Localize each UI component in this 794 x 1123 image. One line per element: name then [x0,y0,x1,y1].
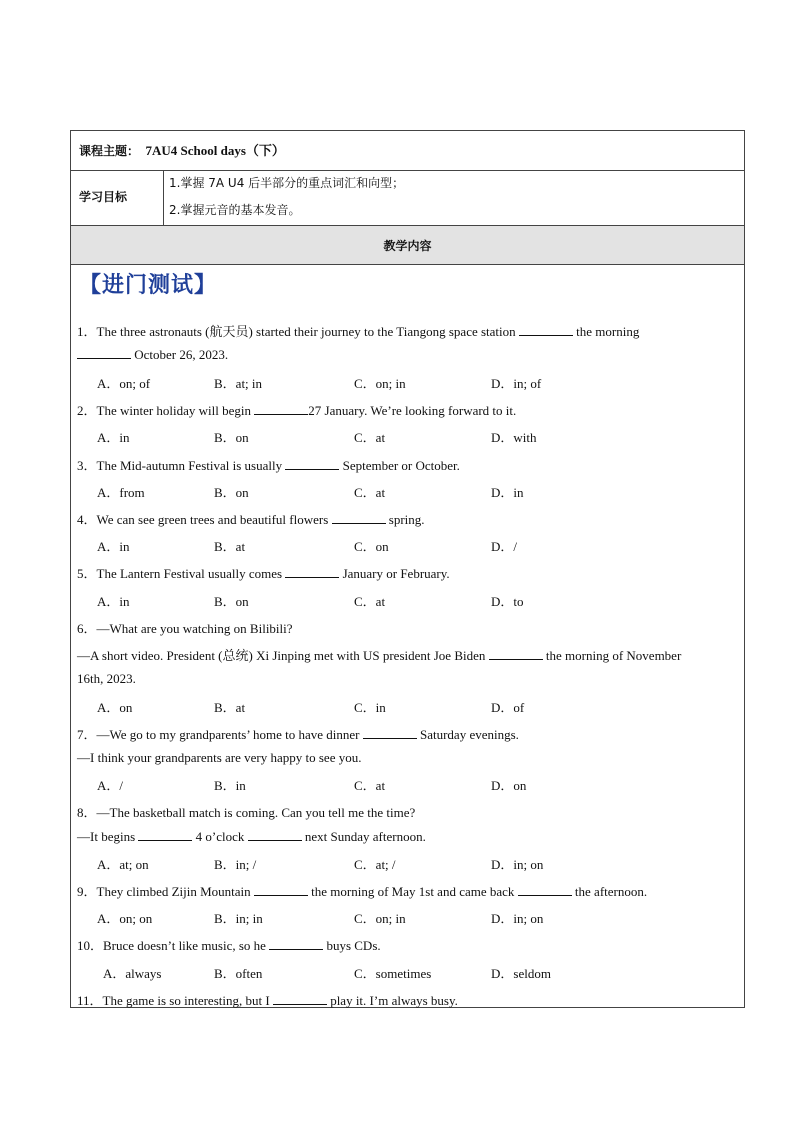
course-topic [79,140,285,159]
answer-option[interactable]: A．on [97,700,133,715]
answer-option[interactable]: C．at [354,778,386,793]
answer-option[interactable]: C．at; / [354,857,396,872]
answer-blank[interactable] [254,403,308,415]
answer-option[interactable]: A．on; of [97,376,151,391]
answer-option[interactable]: B．often [214,966,263,981]
answer-option[interactable]: A．always [103,966,162,981]
answer-option[interactable]: D．seldom [491,966,551,981]
question-text: October 26, 2023. [131,347,229,362]
question-line: 16th, 2023. [77,671,136,686]
answer-option[interactable]: B．at [214,539,246,554]
answer-option[interactable]: D．to [491,594,524,609]
question-line [77,724,519,743]
question-text: 6．—What are you watching on Bilibili? [77,621,293,636]
question-line [77,509,425,528]
question-text: September or October. [339,458,460,473]
question-line [77,881,647,900]
question-text: play it. I’m always busy. [326,993,458,1008]
worksheet [70,130,745,1008]
question-text: the morning of May 1st and came back [307,884,518,899]
question-line [77,645,681,664]
topic-value: 7AU4 School days（下） [145,143,285,158]
answer-option[interactable]: C．on [354,539,389,554]
answer-option[interactable]: B．at [214,700,246,715]
question-text: Saturday evenings. [416,727,519,742]
answer-blank[interactable] [269,938,323,950]
answer-option[interactable]: D．in [491,485,524,500]
question-line [77,935,381,954]
answer-blank[interactable] [285,458,339,470]
answer-option[interactable]: A．from [97,485,145,500]
answer-blank[interactable] [77,347,131,359]
answer-blank[interactable] [254,884,308,896]
question-text: 8．—The basketball match is coming. Can you tell me the time? [77,805,416,820]
question-line [77,347,228,363]
answer-option[interactable]: C．on; in [354,911,406,926]
question-text: the afternoon. [571,884,648,899]
goal-item: 2.掌握元音的基本发音。 [169,203,301,217]
question-text: —I think your grandparents are very happy to see you. [77,750,362,765]
question-line [77,400,516,419]
question-text: 2．The winter holiday will begin [77,403,255,418]
question-line [77,321,639,340]
answer-option[interactable]: B．on [214,485,249,500]
answer-option[interactable]: B．in [214,778,246,793]
question-text: buys CDs. [323,938,381,953]
answer-option[interactable]: D．in; on [491,857,544,872]
answer-blank[interactable] [489,648,543,660]
question-text: next Sunday afternoon. [301,829,426,844]
question-text: spring. [385,512,425,527]
question-text: 9．They climbed Zijin Mountain [77,884,254,899]
section-row [71,226,744,265]
question-text: the morning [572,324,640,339]
column-divider [163,171,164,225]
question-text: 5．The Lantern Festival usually comes [77,566,286,581]
answer-option[interactable]: B．on [214,594,249,609]
answer-option[interactable]: D．on [491,778,527,793]
answer-option[interactable]: C．in [354,700,386,715]
answer-blank[interactable] [138,829,192,841]
answer-option[interactable]: A．on; on [97,911,153,926]
question-text: January or February. [339,566,450,581]
answer-option[interactable]: D．with [491,430,537,445]
answer-blank[interactable] [285,566,339,578]
question-text: 10．Bruce doesn’t like music, so he [77,938,270,953]
question-line [77,455,460,474]
answer-blank[interactable] [332,512,386,524]
question-text: 11．The game is so interesting, but I [77,993,273,1008]
question-text: 27 January. We’re looking forward to it. [308,403,517,418]
answer-option[interactable]: B．on [214,430,249,445]
answer-option[interactable]: D．of [491,700,525,715]
question-text: the morning of November [542,648,682,663]
section-title: 教学内容 [383,239,432,253]
question-line [77,829,426,845]
goals-row [71,171,744,226]
answer-option[interactable]: C．on; in [354,376,406,391]
answer-option[interactable]: C．at [354,430,386,445]
topic-label: 课程主题： [79,144,140,158]
question-text: 3．The Mid-autumn Festival is usually [77,458,286,473]
answer-blank[interactable] [273,993,327,1005]
question-line [77,563,450,582]
topic-row [71,131,744,171]
answer-option[interactable]: A．in [97,430,130,445]
question-text: 7．—We go to my grandparents’ home to have dinner [77,727,363,742]
answer-option[interactable]: D．in; on [491,911,544,926]
question-text: 4．We can see green trees and beautiful flowers [77,512,332,527]
answer-option[interactable]: B．in; / [214,857,257,872]
answer-blank[interactable] [519,324,573,336]
answer-option[interactable]: A．in [97,539,130,554]
answer-option[interactable]: A．/ [97,778,124,793]
answer-option[interactable]: C．at [354,594,386,609]
goal-label: 学习目标 [79,190,128,204]
answer-blank[interactable] [518,884,572,896]
goal-item: 1.掌握 7A U4 后半部分的重点词汇和向型； [169,176,405,190]
answer-option[interactable]: C．at [354,485,386,500]
answer-blank[interactable] [363,727,417,739]
question-line [77,750,361,766]
question-line [77,802,415,821]
answer-option[interactable]: C．sometimes [354,966,432,981]
answer-option[interactable]: D．/ [491,539,518,554]
answer-option[interactable]: A．in [97,594,130,609]
question-line [77,990,458,1009]
answer-option[interactable]: A．at; on [97,857,149,872]
answer-option[interactable]: D．in; of [491,376,542,391]
answer-option[interactable]: B．at; in [214,376,263,391]
question-text: —It begins [77,829,139,844]
answer-option[interactable]: B．in; in [214,911,263,926]
question-text: —A short video. President (总统) Xi Jinping met with US president Joe Biden [77,648,489,663]
question-text: 1．The three astronauts (航天员) started their journey to the Tiangong space station [77,324,519,339]
answer-blank[interactable] [248,829,302,841]
question-line [77,618,293,637]
question-text: 4 o’clock [192,829,248,844]
test-heading: 【进门测试】 [79,273,218,298]
